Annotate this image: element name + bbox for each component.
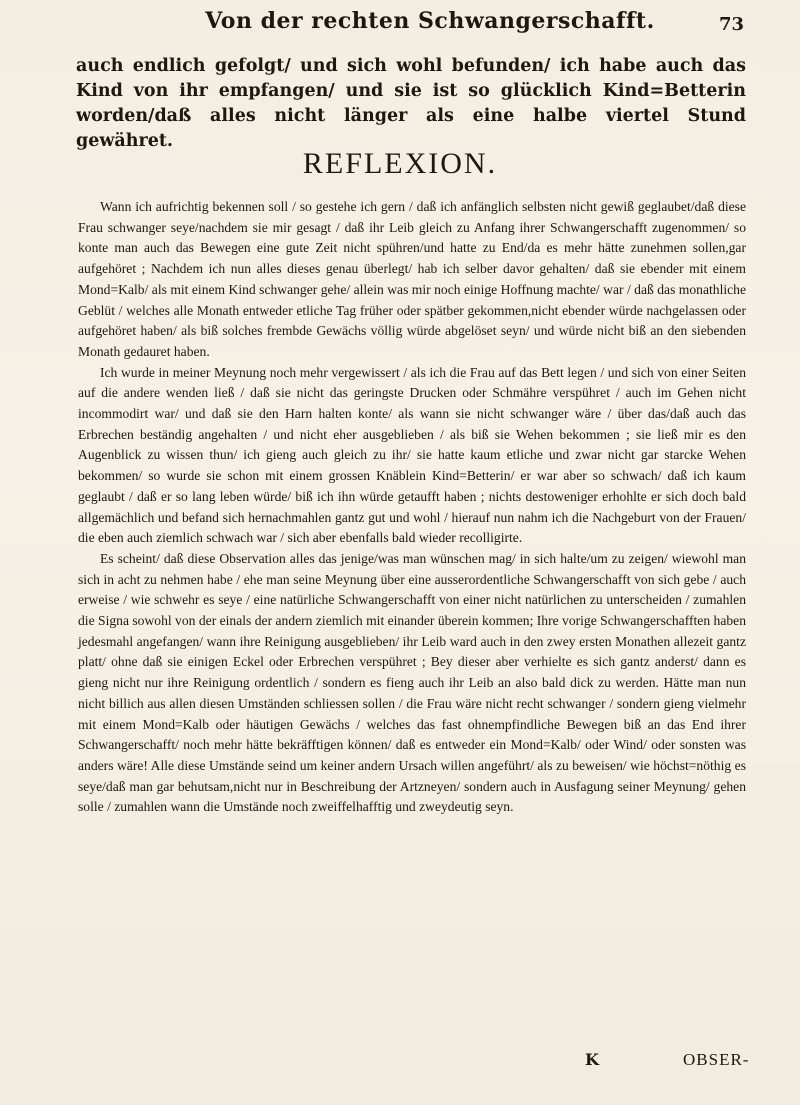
section-title: REFLEXION. [302, 147, 498, 180]
paragraph: Wann ich aufrichtig bekennen soll / so gestehe ich gern / daß ich anfänglich selbsten nicht gewiß geglaubet/daß diese Frau schwanger seye/nachdem sie mir gesagt / daß ihr Leib gleich zu Anfang ihrer Schwangerschafft zugenommen/ so konte man auch das Bewegen eine gute Zeit nicht spühren/und hatte zu End/da es mehr hätte zunehmen sollen,gar aufgehöret ; Nachdem ich nun alles dieses genau überlegt/ hab ich selber davor gehalten/ daß sie ebender mit einem Mond=Kalb/ als mit einem Kind schwanger gehe/ allein was mir noch einige Hoffnung machte/ war / daß das monathliche Geblüt / welches alle Monath entweder etliche Tag früher oder spätber gekommen,nicht ebender würde nachgelassen oder aufgehöret haben/ als biß solches frembde Gewächs völlig würde abgelöset seyn/ und würde nicht biß an den siebenden Monath gedauret haben. [78, 199, 746, 359]
reflexion-body [78, 197, 746, 818]
paragraph: Ich wurde in meiner Meynung noch mehr vergewissert / als ich die Frau auf das Bett legen / und sich von einer Seiten auf die andere wenden ließ / daß sie nicht das geringste Drucken oder Schmähre verspühret / auch im Gehen nicht incommodirt war/ und daß sie den Harn halten konte/ als wann sie nicht schwanger wäre / über das/daß auch das Erbrechen beständig angehalten / und nicht eher ausgeblieben / als biß sie Wehen bekommen ; sie ließ mir es den Augenblick zu wissen thun/ ich gieng auch gleich zu ihr/ sie hatte kaum etliche und zwar nicht gar starcke Wehen bekommen/ so wurde sie schon mit einem grossen Knäblein Kind=Betterin/ er war aber so schwach/ daß ich kaum geglaubt / daß er so lang leben würde/ biß ich ihn würde getaufft haben ; nichts destoweniger erhohlte er sich doch bald allgemächlich und befand sich hernachmahlen gantz gut und wohl / hierauf nun nahm ich die Nachgeburt von der Frauen/ die eben auch ziemlich schwach war / sich aber ebenfalls bald wieder recolligirte. [78, 364, 746, 546]
paragraph: Es scheint/ daß diese Observation alles das jenige/was man wünschen mag/ in sich halte/um zu zeigen/ wiewohl man sich in acht zu nehmen habe / ehe man seine Meynung über eine ausserordentliche Schwangerschafft von sich gebe / auch erweise / wie schwehr es seye / eine natürliche Schwangerschafft von einer nicht natürlichen zu unterscheiden / zumahlen die Signa sowohl von der einals der andern ziemlich mit einander überein kommen; Ihre vorige Schwangerschafften haben jedesmahl angefangen/ wann ihre Reinigung ausgeblieben/ ihr Leib ward auch in den zwey ersten Monathen allezeit gantz platt/ ohne daß sie einigen Eckel oder Erbrechen verspühret ; Bey dieser aber verhielte es sich gantz anderst/ dann es gieng nicht nur ihre Reinigung ordentlich / sondern es fieng auch ihr Leib an also bald dick zu werden. Hätte man nun nicht billich aus allen diesen Umständen schliessen sollen / die Frau wäre nicht recht schwanger / sondern gieng vielmehr mit einem Mond=Kalb oder häutigen Gewächs / welches das fast ohnempfindliche Bewegen biß an das End ihrer Schwangerschafft/ noch mehr hätte bekräfftigen können/ daß es entweder ein Mond=Kalb/ oder Wind/ oder sonsten was anders wäre! Alle diese Umstände seind um keiner andern Ursach willen angeführt/ als zu beweisen/ wie höchst=nöthig es seye/daß man gar behutsam,nicht nur in Beschreibung der Artzneyen/ sondern auch in Ausfagung seiner Meynung/ gehen solle / zumahlen wann die Umstände noch zweiffelhafftig und zweydeutig seyn. [78, 550, 746, 815]
signature-mark: K [585, 1050, 599, 1069]
catchword: OBSER- [683, 1050, 750, 1069]
running-title: Von der rechten Schwangerschafft. [205, 8, 655, 34]
opening-text: auch endlich gefolgt/ und sich wohl befunden/ ich habe auch das Kind von ihr empfangen/ und sie ist so glücklich Kind=Betterin worden/daß alles nicht länger als eine halbe viertel Stund gewähret. [76, 56, 746, 151]
running-head [0, 8, 800, 42]
page-number: 73 [718, 14, 744, 35]
